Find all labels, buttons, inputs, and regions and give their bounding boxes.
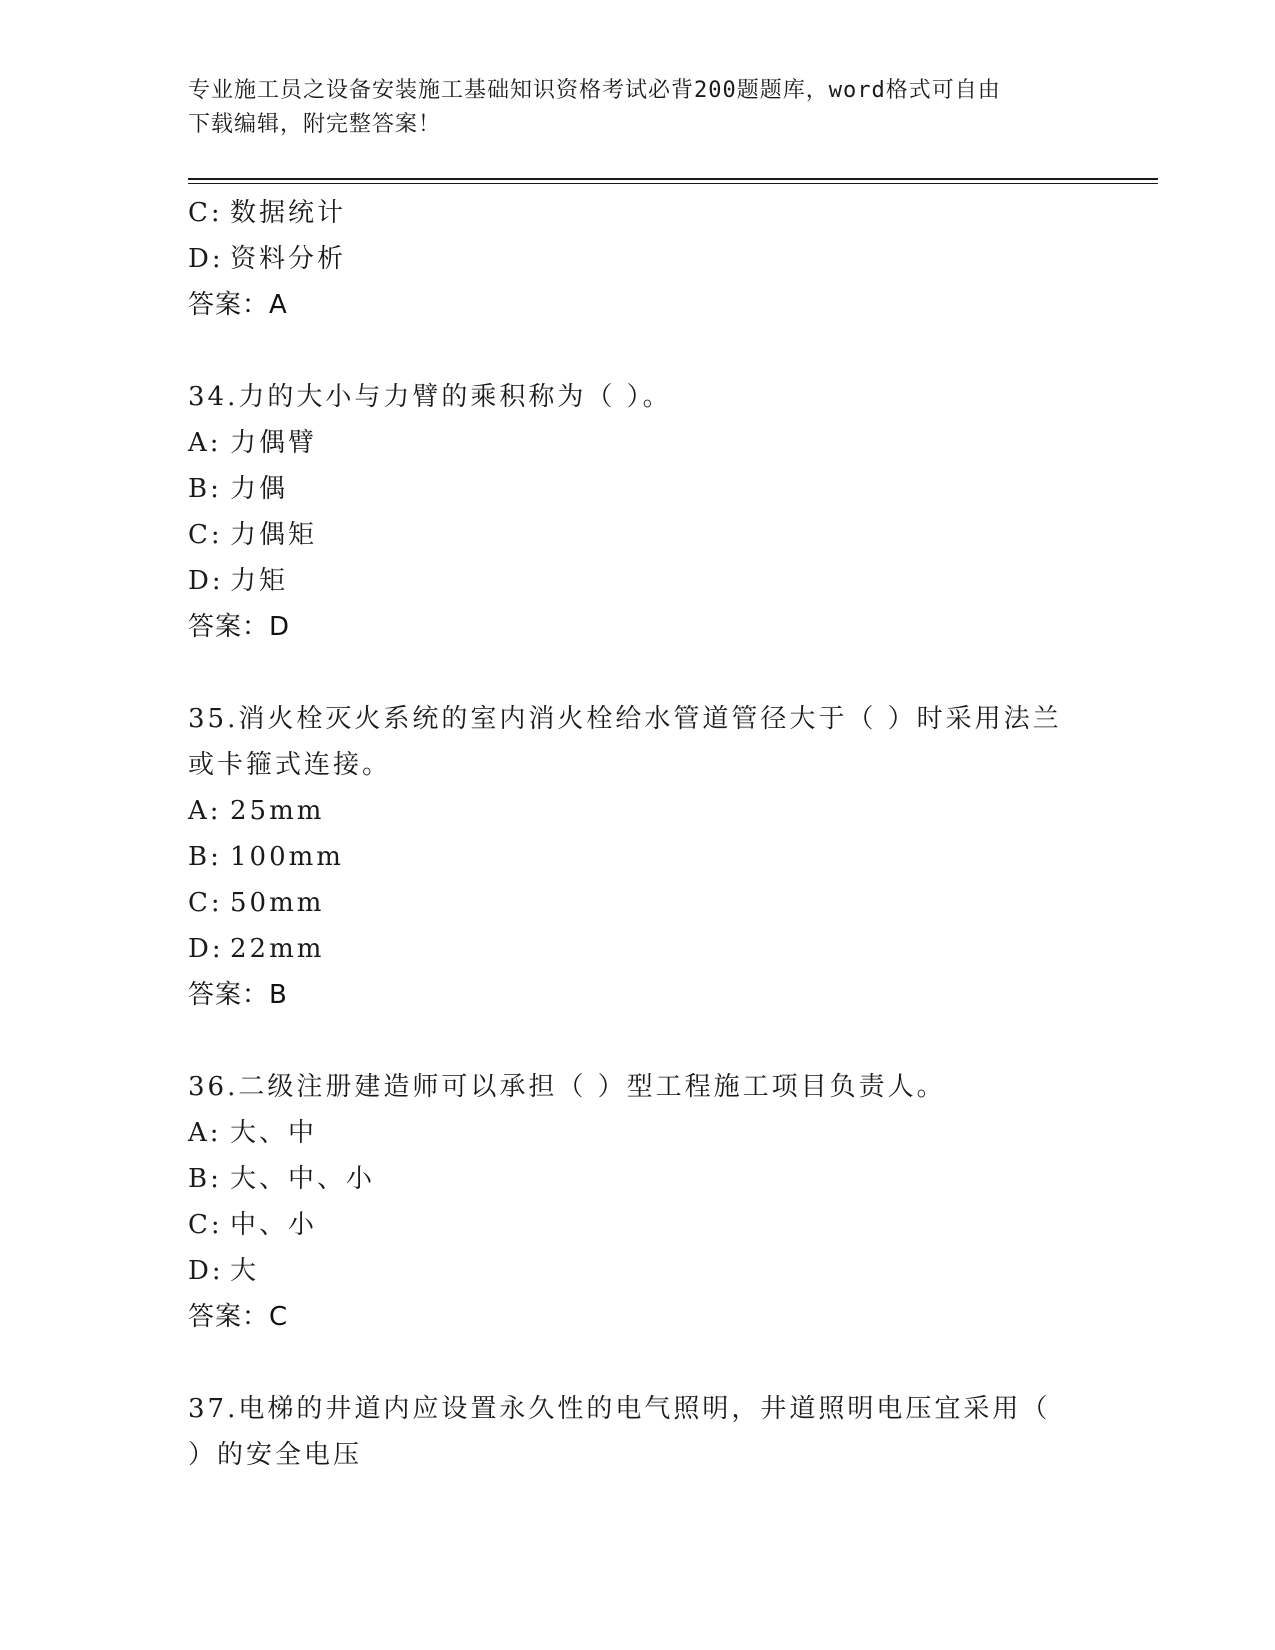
option-text: 大 (230, 1256, 260, 1286)
option-b (188, 1156, 1088, 1202)
option-key: C: (188, 520, 223, 550)
option-key: D: (188, 1256, 224, 1286)
option-c (188, 190, 1088, 236)
option-d (188, 236, 1088, 282)
option-key: D: (188, 934, 224, 964)
question-stem-line-2: 或卡箍式连接。 (188, 750, 392, 780)
answer-line: 答案：B (188, 980, 288, 1010)
header-divider-thin (188, 183, 1158, 184)
spacer (188, 650, 1088, 696)
option-text: 25mm (230, 796, 325, 826)
option-c (188, 880, 1088, 926)
question-33-tail (188, 190, 1088, 328)
option-b (188, 834, 1088, 880)
question-stem: 34.力的大小与力臂的乘积称为（ ）。 (188, 382, 672, 412)
option-text: 力矩 (230, 566, 289, 596)
spacer (188, 1018, 1088, 1064)
option-d (188, 558, 1088, 604)
header-divider-thick (188, 178, 1158, 180)
option-key: B: (188, 1164, 222, 1194)
option-key: A: (188, 796, 222, 826)
option-a (188, 788, 1088, 834)
option-text: 大、中、小 (230, 1164, 376, 1194)
document-header (188, 74, 1068, 142)
option-text: 100mm (230, 842, 344, 872)
option-text: 50mm (230, 888, 325, 918)
option-text: 中、小 (230, 1210, 318, 1240)
option-d (188, 926, 1088, 972)
option-text: 资料分析 (230, 244, 347, 274)
question-stem-line-2: ）的安全电压 (188, 1440, 363, 1470)
option-a (188, 1110, 1088, 1156)
option-key: A: (188, 1118, 222, 1148)
question-35 (188, 696, 1088, 1018)
option-c (188, 512, 1088, 558)
option-text: 力偶 (230, 474, 289, 504)
option-a (188, 420, 1088, 466)
question-stem-line-1: 35.消火栓灭火系统的室内消火栓给水管道管径大于（ ）时采用法兰 (188, 704, 1062, 734)
option-key: A: (188, 428, 222, 458)
option-key: C: (188, 888, 223, 918)
option-text: 数据统计 (230, 198, 347, 228)
option-key: D: (188, 244, 224, 274)
option-c (188, 1202, 1088, 1248)
option-key: C: (188, 1210, 223, 1240)
question-37 (188, 1386, 1088, 1478)
question-34 (188, 374, 1088, 650)
option-key: D: (188, 566, 224, 596)
option-key: C: (188, 198, 223, 228)
question-list (188, 190, 1088, 1478)
option-text: 力偶臂 (230, 428, 318, 458)
question-stem-line-1: 37.电梯的井道内应设置永久性的电气照明，井道照明电压宜采用（ (188, 1394, 1051, 1424)
answer-line: 答案：A (188, 290, 288, 320)
spacer (188, 1340, 1088, 1386)
header-line-2: 下载编辑，附完整答案！ (188, 112, 442, 137)
option-text: 22mm (230, 934, 325, 964)
answer-line: 答案：C (188, 1302, 289, 1332)
option-key: B: (188, 842, 222, 872)
question-stem: 36.二级注册建造师可以承担（ ）型工程施工项目负责人。 (188, 1072, 946, 1102)
header-line-1: 专业施工员之设备安装施工基础知识资格考试必背200题题库，word格式可自由 (188, 78, 1001, 103)
question-36 (188, 1064, 1088, 1340)
spacer (188, 328, 1088, 374)
option-b (188, 466, 1088, 512)
option-d (188, 1248, 1088, 1294)
option-text: 大、中 (230, 1118, 318, 1148)
option-text: 力偶矩 (230, 520, 318, 550)
option-key: B: (188, 474, 222, 504)
answer-line: 答案：D (188, 612, 291, 642)
